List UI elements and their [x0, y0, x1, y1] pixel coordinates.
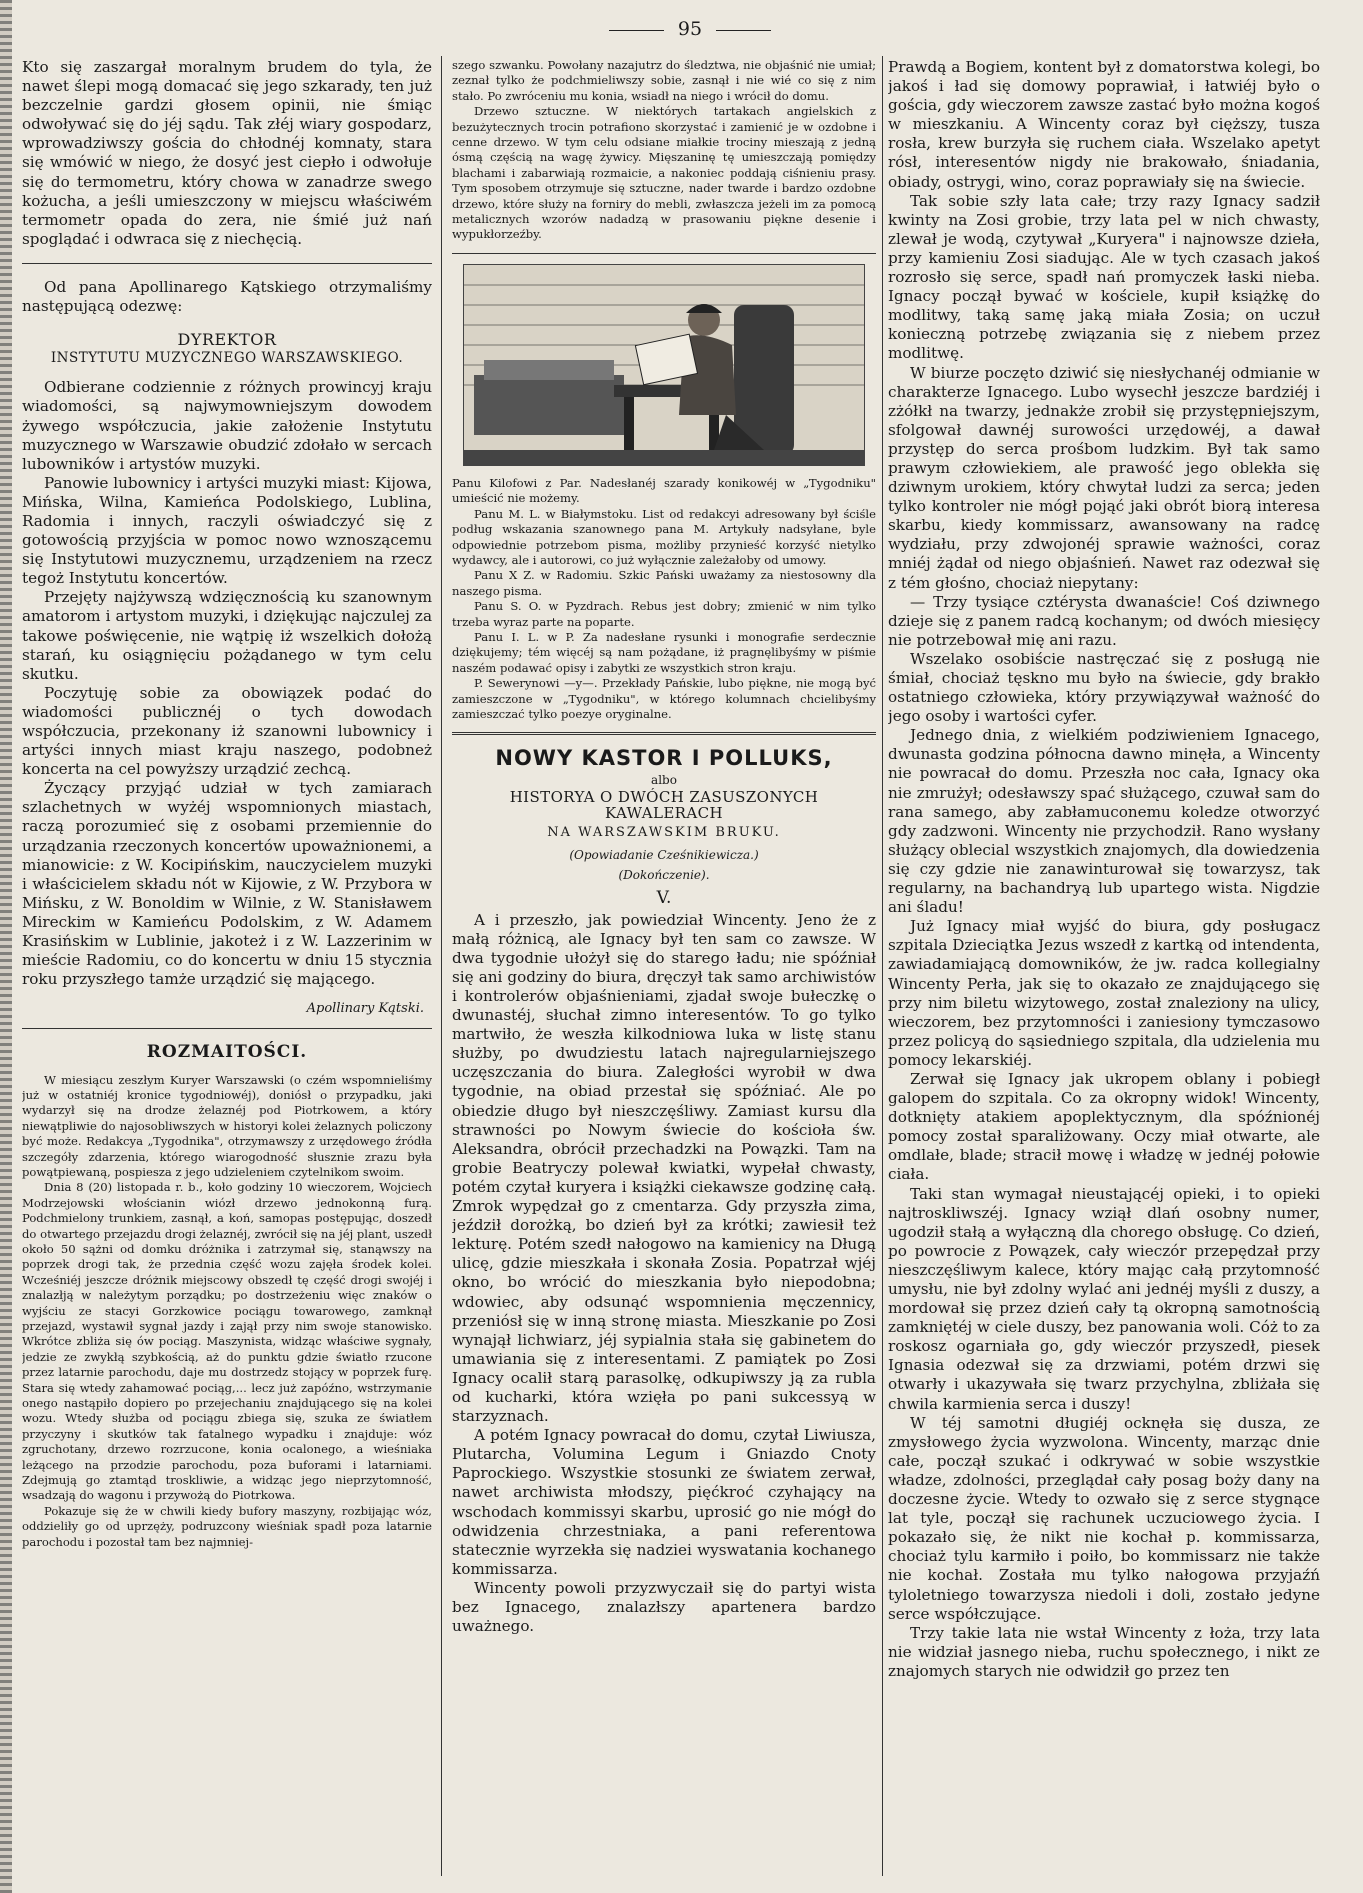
page-number: 95: [560, 18, 820, 40]
chapter-number: V.: [656, 888, 672, 909]
story-continuation: (Dokończenie).: [618, 867, 710, 882]
story-paragraph: A potém Ignacy powracał do domu, czytał Liwiusza, Plutarcha, Volumina Legum i Gniazdo Cnoty Paprockiego. Wszystkie stosunki ze światem zerwał, nawet archiwista młodszy, pięćkroć czyhający na wschodach kommissyi skarbu, uprosić go nie mógł do odwidzenia chrzestniaka, a pani referentowa statecznie wyrzekła się nadziei wyswatania kochanego kommissarza.: [452, 1426, 876, 1578]
story-title: NOWY KASTOR I POLLUKS,: [495, 746, 833, 771]
story-paragraph: Jednego dnia, z wielkiém podziwieniem Ignacego, dwunasta godzina północna dawno minęła, a Wincenty nie powracał do domu. Przeszła noc cała, Ignacy oka nie zmrużył; odesławszy spać służącego, czuwał sam do rana samego, aby zabłamuconemu koledze otworzyć gdy zadzwoni. Wincenty nie przychodził. Rano wysłany służący oblecial wszystkich znajomych, dla dowiedzenia się czy gdzie nie zanawinturował się towarzysz, tak regularny, na bachandryą lub upartego wista. Nigdzie ani śladu!: [888, 726, 1320, 917]
divider: [452, 253, 876, 254]
divider: [22, 1028, 432, 1029]
letter-paragraph: Życzący przyjąć udział w tych zamiarach szlachetnych w wyżéj wspomnionych miastach, raczą porozumieć się z osobami przemiennie do urządzania rzeczonych koncertów upoważnionemi, a mianowicie: z W. Kocipińskim, nauczycielem muzyki i właścicielem składu nót w Kijowie, z W. Przybora w Mińsku, z W. Bonoldim w Wilnie, z W. Stanisławem Mireckim w Kamieńcu Podolskim, z W. Adamem Krasińskim w Lublinie, jakoteż i z W. Lazzerinim w mieście Radomiu, co do koncertu w dniu 15 stycznia roku przyszłego tamże urządzić się mającego.: [22, 779, 432, 989]
story-paragraph: Tak sobie szły lata całe; trzy razy Ignacy sadził kwinty na Zosi grobie, trzy lata pel w nich chwasty, zlewał je wodą, czytywał „Kuryera" i najnowsze dzieła, przy kamieniu Zosi siadując. Ale w tych czasach jakoś rozrosło się serce, spadł nań promyczek łaski nieba. Ignacy począł bywać w kościele, kupił książkę do modlitwy, taką samę jaką miała Zosia; on uczuł konieczną potrzebę związania się z niebem przez modlitwę.: [888, 191, 1320, 363]
story-paragraph: Już Ignacy miał wyjść do biura, gdy posługacz szpitala Dzieciątka Jezus wszedł z kartką od intendenta, zawiadamiającą domowników, że jw. radca kollegialny Wincenty Perła, jak się to okazało ze znajdującego się przy nim biletu wizytowego, został znaleziony na ulicy, wieczorem, bez przytomności i zaniesiony tymczasowo przez policyą do sąsiedniego szpitala, dla udzielenia mu pomocy lekarskiéj.: [888, 917, 1320, 1069]
signature: Apollinary Kątski.: [306, 1001, 424, 1017]
story-paragraph: Zerwał się Ignacy jak ukropem oblany i pobiegł galopem do szpitala. Co za okropny widok! Wincenty, dotknięty atakiem apoplektycznym, dla spóźnionéj pomocy został sparaliżowany. Oczy miał otwarte, ale omdlałe, blade; stracił mowę i władzę w jednéj połowie ciała.: [888, 1069, 1320, 1184]
divider: [452, 732, 876, 735]
story-paragraph: Wszelako osobiście nastręczać się z posługą nie śmiał, chociaż tęskno mu było na świecie, gdy brakło ostatniego człowieka, który przywiązywał ważność do jego osoby i wartości cyfer.: [888, 649, 1320, 726]
news-paragraph: Drzewo sztuczne. W niektórych tartakach angielskich z bezużytecznych trocin potrafiono skorzystać i zamienić je w ozdobne i cenne drzewo. W tym celu odsiane miałkie trociny mieszają z jedną ósmą częścią na wagę żywicy. Mięszaninę tę umieszczają pomiędzy blachami i zabarwiają rozmaicie, a nakoniec poddają ciśnieniu prasy. Tym sposobem otrzymuje się sztuczne, nader twarde i bardzo ozdobne drzewo, które służy na forniry do mebli, zwłaszcza jeżeli im za pomocą metalicznych wzorów nadadzą w prasowaniu piękne desenie i wypukłorzeźby.: [452, 104, 876, 242]
column-middle: [452, 58, 876, 1878]
column-left: [22, 58, 432, 1878]
correspondence-item: Panu M. L. w Białymstoku. List od redakcyi adresowany był ściśle podług wskazania szanownego pana M. Artykuły nadsyłane, byle odpowiednie potrzebom pisma, możliby przynieść korzyść nietylko wydawcy, ale i autorowi, co już wyłącznie zależałoby od umowy.: [452, 506, 876, 567]
divider: [22, 263, 432, 264]
story-paragraph: W téj samotni długiéj ocknęła się dusza, ze zmysłowego życia wyzwolona. Wincenty, marząc dnie całe, począł szukać i odkrywać w sobie wszystkie władze, zdolności, przeglądał cały posag boży dany na doczesne życie. Wtedy to ozwało się z serce stygnące lat tyle, począł się rachunek uczuciowego życia. I pokazało się, że nikt nie kochał p. kommissarza, chociaż tylu karmiło i poiło, bo kommissarz nie także nie kochał. Została mu tylko nałogowa przyjaźń tyloletniego towarzysza niedoli i doli, zostało jedyne serce współczujące.: [888, 1413, 1320, 1623]
story-paragraph: Wincenty powoli przyzwyczaił się do partyi wista bez Ignacego, znalazłszy apartenera bardzo uważnego.: [452, 1578, 876, 1636]
news-paragraph: szego szwanku. Powołany nazajutrz do śledztwa, nie objaśnić nie umiał; zeznał tylko że podchmieliwszy sobie, zasnął i nie wié co się z nim stało. Po zwróceniu mu konia, wsiadł na niego i wrócił do domu.: [452, 58, 876, 103]
story-paragraph: Prawdą a Bogiem, kontent był z domatorstwa kolegi, bo jakoś i ład się domowy poprawiał, i łatwiéj było o gościa, gdy wieczorem zawsze zastać było można kogoś w mieszkaniu. A Wincenty coraz był cięższy, tusza rosła, krew burzyła się ruchem ciała. Wszelako apetyt rósł, interesentów nigdy nie brakowało, śniadania, obiady, ostrygi, wino, coraz poprawiały się na świecie.: [888, 58, 1320, 191]
correspondence-item: Panu S. O. w Pyzdrach. Rebus jest dobry; zmienić w nim tylko trzeba wyraz parte na poparte.: [452, 599, 876, 629]
section-title: ROZMAITOŚCI.: [146, 1042, 308, 1063]
news-paragraph: Pokazuje się że w chwili kiedy bufory maszyny, rozbijając wóz, oddzieliły go od uprzęży, podruzcony wieśniak spadł poza latarnie parochodu i pozostał tam bez najmniej-: [22, 1503, 432, 1549]
binding-gutter: [0, 0, 12, 1893]
letter-paragraph: Odbierane codziennie z różnych prowincyj kraju wiadomości, są najwymowniejszym dowodem żywego współczucia, jakie założenie Instytutu muzycznego w Warszawie obudzić zdołało w sercach lubowników i artystów muzyki.: [22, 378, 432, 473]
story-paragraph: A i przeszło, jak powiedział Wincenty. Jeno że z małą różnicą, ale Ignacy był ten sam co zawsze. W dwa tygodnie ułożył się do starego ładu; nie spóźniał się ani godziny do biura, dręczył tak samo archiwistów i kontrolerów objaśnieniami, zjadał swoje bułeczkę o dwunastéj, słuchał zimno interesentów. To go tylko martwiło, że weszła kilkodniowa luka w listę stanu służby, po dwudziestu latach najregularniejszego uczęszczania do biura. Zaległości wyrobił w dwa tygodnie, na obiad przestał się spóźniać. Ale po obiedzie długo był nieszczęśliwy. Zamiast kursu dla strawności po Nowym świecie do kościoła św. Aleksandra, obrócił przechadzki na Powązki. Tam na grobie Beatryczy polewał kwiatki, wypełał chwasty, potém czytał kuryera i książki ciekawsze godzinę całą. Zmrok wypędzał go z cmentarza. Gdy przyszła zima, jeździł dorożką, bo dzień był za krótki; zawiesił też lekturę. Potém szedł nałogowo na kamienicy na Długą ulicę, gdzie mieszkała i skonała Zosia. Popatrzał wjéj okno, bo wrócić do mieszkania było niepodobna; wdowiec, aby odsunąć wspomnienia męczennicy, przeniósł się w inną stronę miasta. Mieszkanie po Zosi wynajął lichwiarz, jéj sypialnia stała się gabinetem do umawiania się z interesentami. Z pamiątek po Zosi Ignacy ocalił starą parasolkę, odkupiwszy ją za rubla od kucharki, która wzięła po pani sukcessyą w starzyznach.: [452, 910, 876, 1426]
story-paragraph: — Trzy tysiące cztérysta dwanaście! Coś dziwnego dzieje się z panem radcą kochanym; od dwóch miesięcy nie potrzebował mię ani razu.: [888, 592, 1320, 649]
correspondence-item: P. Sewerynowi —y—. Przekłady Pańskie, lubo piękne, nie mogą być zamieszczone w „Tygodniku", w którego kolumnach chcielibyśmy zamieszczać tylko poezye oryginalne.: [452, 676, 876, 721]
story-author: (Opowiadanie Cześnikiewicza.): [569, 848, 759, 863]
column-right: [888, 58, 1320, 1878]
letter-paragraph: Przejęty najżywszą wdzięcznością ku szanownym amatorom i artystom muzyki, i dziękując najczulej za takowe poświęcenie, nie wątpię iż wszelkich dołożą starań, ku osiągnięciu pożądanego w tym celu skutku.: [22, 588, 432, 683]
story-paragraph: W biurze poczęto dziwić się niesłychanéj odmianie w charakterze Ignacego. Lubo wysechł jeszcze bardziéj i zżółkł na twarzy, jednakże zrobił się przystępniejszym, sfolgował dawnéj surowości urzędowéj, a dawał przystęp do serca prośbom ludzkim. Był tak samo prawym człowiekiem, ale prawość jego oblekła się dziwnym urokiem, który chwytał ludzi za serca; jeden tylko kontroler nie mógł pojąć jaki obrót biorą interesa skarbu, kiedy kommissarz, awansowany na radcę wydziału, przy zdwojonéj sprawie ważności, coraz mniéj żądał od niego objaśnień. Nawet raz odezwał się z tém głośno, chociaż niepytany:: [888, 363, 1320, 592]
correspondence-item: Panu Kilofowi z Par. Nadesłanéj szarady konikowéj w „Tygodniku" umieścić nie możemy.: [452, 475, 876, 506]
intro-paragraph: Kto się zaszargał moralnym brudem do tyla, że nawet ślepi mogą domacać się jego szkarady, ten już bezczelnie gardzi głosem opinii, nie śmiąc odwoływać się do jéj sądu. Tak złéj wiary gospodarz, wprowadziwszy gościa do chłodnéj komnaty, stara się wmówić w niego, że dosyć jest ciepło i odwołuje się do termometru, który chowa w zanadrze swego kożucha, a jeśli umieszczony w miejscu właściwém termometr opada do zera, nie śmié już nań spoglądać i odwraca się z niechęcią.: [22, 58, 432, 248]
story-subtitle-2: NA WARSZAWSKIM BRUKU.: [547, 825, 781, 840]
column-rule: [441, 56, 442, 1876]
story-albo: albo: [651, 772, 677, 787]
lead-paragraph: Od pana Apollinarego Kątskiego otrzymaliśmy następującą odezwę:: [22, 277, 432, 316]
column-rule: [882, 56, 883, 1876]
story-paragraph: Taki stan wymagał nieustającéj opieki, i to opieki najtroskliwszéj. Ignacy wziął dlań osobny numer, ugodził stałą a wyłączną dla chorego obsługę. Co dzień, po powrocie z Powązek, cały wieczór przepędzał przy nieszczęśliwym kalece, który mając całą przytomność umysłu, nie był zdolny wylać ani jednéj myśli z duszy, a mordował się przez dzień cały tą okropną samotnością zamkniętéj w ciele duszy, bez panowania woli. Cóż to za roskosz ogarniała go, gdy wieczór przyszedł, piesek Ignasia odezwał się za drzwiami, potém drzwi się otwarły i ukazywała się twarz przychylna, zbliżała się chwila karmienia serca i duszy!: [888, 1184, 1320, 1413]
letter-heading: DYREKTOR: [177, 330, 277, 350]
letter-subheading: INSTYTUTU MUZYCZNEGO WARSZAWSKIEGO.: [50, 350, 404, 367]
news-paragraph: W miesiącu zeszłym Kuryer Warszawski (o czém wspomnieliśmy już w ostatniéj kronice tygodniowéj), doniósł o przypadku, jaki wydarzył się na drodze żelaznéj pod Piotrkowem, a który niewątpliwie do najosobliwszych w historyi kolei żelaznych policzony być może. Redakcya „Tygodnika", otrzymawszy z urzędowego źródła szczegóły zdarzenia, którego wiarogodność słusznie zrazu była powątpiewaną, pospiesza z jego udzieleniem czytelnikom swoim.: [22, 1072, 432, 1179]
correspondence-item: Panu X Z. w Radomiu. Szkic Pański uważamy za niestosowny dla naszego pisma.: [452, 568, 876, 598]
story-paragraph: Trzy takie lata nie wstał Wincenty z łoża, trzy lata nie widział jasnego nieba, ruchu społecznego, i nikt ze znajomych starych nie odwidził go przez ten: [888, 1623, 1320, 1680]
news-paragraph: Dnia 8 (20) listopada r. b., koło godziny 10 wieczorem, Wojciech Modrzejowski włościanin wiózł drzewo jednokonną furą. Podchmielony trunkiem, zasnął, a koń, samopas postępując, doszedł do otwartego przejazdu drogi żelaznéj, zwrócił się na jéj plant, uszedł około 50 sążni od domku dróżnika i zatrzymał się, stanąwszy na poprzek drogi tak, że przednia część wozu zajęła środek kolei. Wcześniéj jeszcze dróżnik miejscowy obszedł tę część drogi swojéj i znalazłją w należytym porządku; po dostrzeżeniu więc znaków o wyjściu ze stacyi Gorzkowice pociągu towarowego, zamknął przejazd, wystawił sygnał jazdy i zajął przy nim swoje stanowisko. Wkrótce zbliża się ów pociąg. Maszynista, widząc właściwe sygnały, jedzie ze zwykłą szybkością, aż do punktu gdzie światło rzucone przez latarnie parochodu, daje mu dostrzedz stojący w poprzek furę. Stara się wtedy zahamować pociąg,... lecz już zapóźno, wstrzymanie onego nastąpiło dopiero po przejechaniu znajdującego się na kolei wozu. Wtedy służba od pociągu zbiega się, szuka ze światłem przyczyny i skutków tak fatalnego wypadku i znajduje: wóz zgruchotany, drzewo rozrzucone, konia ocalonego, a wieśniaka leżącego na przodzie parochodu, poza buforami i latarniami. Zdejmują go ztamtąd troskliwie, a widząc jego nieprzytomność, wsadzają do wagonu i przywożą do Piotrkowa.: [22, 1180, 432, 1503]
letter-paragraph: Panowie lubownicy i artyści muzyki miast: Kijowa, Mińska, Wilna, Kamieńca Podolskiego, Lublina, Radomia i innych, raczyli oświadczyć się z gotowością przyjścia w pomoc nowo wznoszącemu się Instytutowi muzycznemu, urządzeniem na rzecz tegoż Instytutu koncertów.: [22, 473, 432, 588]
story-subtitle: HISTORYA O DWÓCH ZASUSZONYCH KAWALERACH: [509, 788, 819, 822]
letter-paragraph: Poczytuję sobie za obowiązek podać do wiadomości publicznéj o tych dowodach współczucia, przekonany iż szanowni lubownicy i artyści innych miast kraju naszego, podobneż koncerta na cel powyższy urządzić zechcą.: [22, 683, 432, 779]
correspondence-item: Panu I. L. w P. Za nadesłane rysunki i monografie serdecznie dziękujemy; tém więcéj są nam pożądane, iż pragnęlibyśmy w piśmie naszém podawać opisy i zabytki ze wszystkich stron kraju.: [452, 629, 876, 675]
reading-man-illustration: [463, 264, 865, 466]
